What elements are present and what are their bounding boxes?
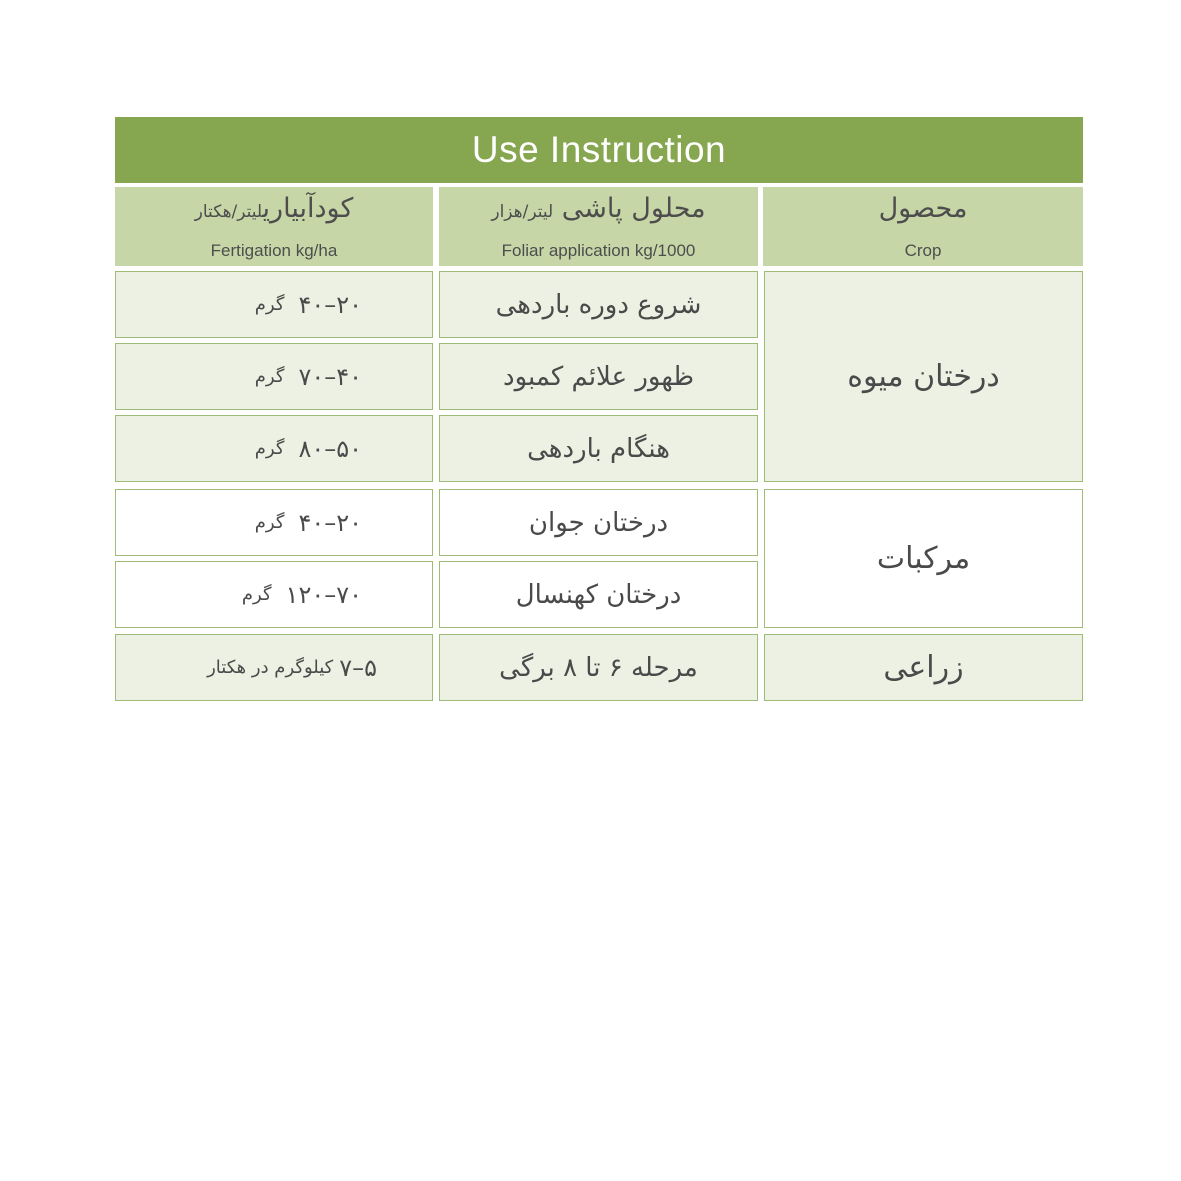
stage-cell: درختان کهنسال <box>439 561 758 628</box>
dose-value: ۷۰–۱۲۰ <box>285 580 362 609</box>
stage-cell: هنگام باردهی <box>439 415 758 482</box>
dose-value: ۵–۷ <box>339 653 377 682</box>
dose-unit: گرم <box>254 438 285 459</box>
header-fertigation-en: Fertigation kg/ha <box>210 241 338 260</box>
header-foliar-fa: محلول پاشی لیتر/هزار <box>491 193 706 224</box>
header-crop-fa: محصول <box>878 193 968 224</box>
dose-unit: گرم <box>254 512 285 533</box>
dose-cell <box>115 489 433 556</box>
header-crop-en: Crop <box>904 241 942 260</box>
header-crop <box>763 187 1083 266</box>
crop-fruit-trees: درختان میوه <box>764 271 1083 482</box>
dose-unit: کیلوگرم در هکتار <box>207 657 334 678</box>
header-fertigation-unit: لیتر/هکتار <box>194 202 263 222</box>
header-foliar <box>439 187 758 266</box>
dose-cell <box>115 343 433 410</box>
crop-citrus: مرکبات <box>764 489 1083 628</box>
dose-cell <box>115 634 433 701</box>
header-foliar-en: Foliar application kg/1000 <box>501 241 696 260</box>
stage-cell: شروع دوره باردهی <box>439 271 758 338</box>
dose-unit: گرم <box>254 366 285 387</box>
header-fertigation-fa: کودآبیاریلیتر/هکتار <box>194 193 354 224</box>
header-foliar-unit: لیتر/هزار <box>491 202 554 222</box>
dose-value: ۴۰–۷۰ <box>298 362 362 391</box>
dose-value: ۲۰–۴۰ <box>298 290 362 319</box>
stage-cell: درختان جوان <box>439 489 758 556</box>
dose-cell <box>115 415 433 482</box>
stage-cell: ظهور علائم کمبود <box>439 343 758 410</box>
dose-unit: گرم <box>254 294 285 315</box>
dose-cell <box>115 561 433 628</box>
dose-unit: گرم <box>241 584 272 605</box>
table-title: Use Instruction <box>115 117 1083 183</box>
crop-agronomy: زراعی <box>764 634 1083 701</box>
dose-value: ۵۰–۸۰ <box>298 434 362 463</box>
stage-cell: مرحله ۶ تا ۸ برگی <box>439 634 758 701</box>
dose-cell <box>115 271 433 338</box>
dose-value: ۲۰–۴۰ <box>298 508 362 537</box>
header-fertigation <box>115 187 433 266</box>
